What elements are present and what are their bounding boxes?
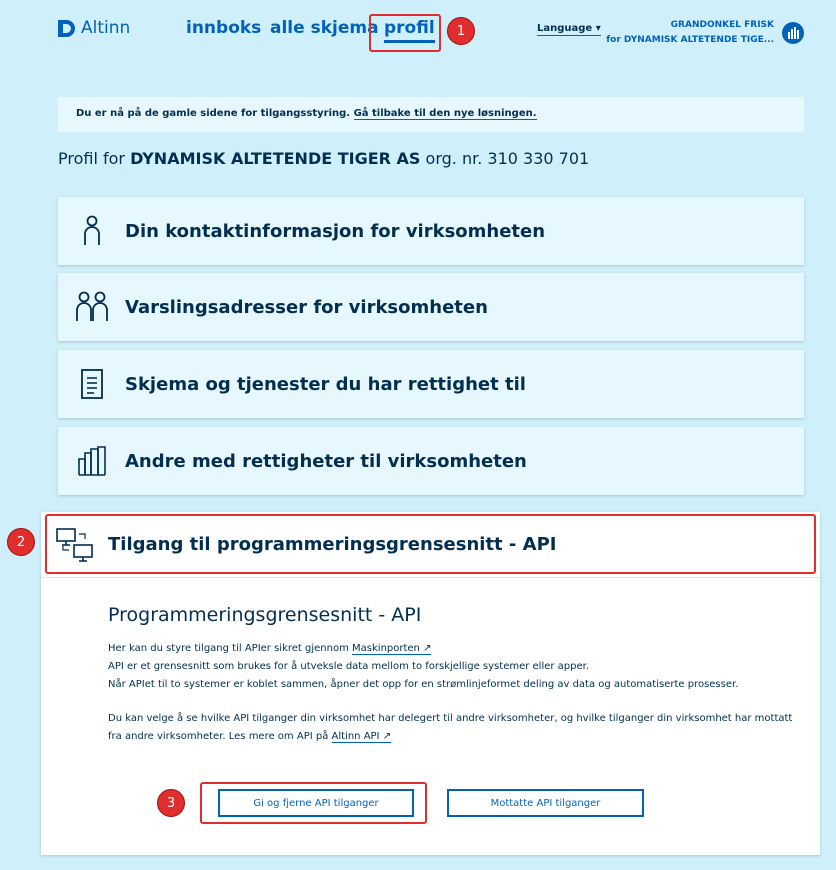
nav-profil[interactable]: profil (384, 18, 435, 43)
api-description (108, 640, 808, 746)
step-marker-2: 2 (7, 528, 35, 556)
org-name: DYNAMISK ALTETENDE TIGER AS (130, 149, 421, 168)
chevron-down-icon: ▾ (595, 23, 601, 34)
card-forms-and-services[interactable] (58, 350, 804, 418)
maskinporten-link[interactable]: Maskinporten ↗ (352, 643, 432, 654)
document-icon (58, 368, 125, 400)
org-number: org. nr. 310 330 701 (425, 149, 590, 168)
building-icon (58, 445, 125, 477)
give-remove-api-access-button[interactable]: Gi og fjerne API tilganger (218, 789, 414, 817)
highlight-box-api-header (45, 514, 816, 574)
received-api-access-button[interactable]: Mottatte API tilganger (447, 789, 644, 817)
nav-innboks[interactable]: innboks (186, 18, 262, 38)
user-org: for DYNAMISK ALTETENDE TIGE... (606, 35, 774, 45)
highlight-box-give-button (200, 782, 427, 824)
api-paragraph-2: Du kan velge å se hvilke API tilganger din virksomhet har delegert til andre virksomheter, og hvilke tilganger din virksomhet har mottatt fra andre virksomheter. Les mere om API på (108, 713, 793, 742)
profile-prefix: Profil for (58, 149, 125, 168)
api-section-title: Programmeringsgrensesnitt - API (108, 604, 422, 626)
api-line-2: API er et grensesnitt som brukes for å utveksle data mellom to forskjellige systemer eller apper. (108, 661, 590, 672)
people-icon (58, 291, 125, 323)
language-label: Language (537, 23, 593, 34)
card-label: Din kontaktinformasjon for virksomheten (125, 220, 546, 242)
notice-text: Du er nå på de gamle sidene for tilgangsstyring. (76, 108, 351, 119)
card-label: Varslingsadresser for virksomheten (125, 296, 488, 318)
old-pages-notice (58, 97, 804, 132)
nav-alle-skjema[interactable]: alle skjema (270, 18, 379, 38)
step-marker-3: 3 (157, 789, 185, 817)
card-label: Andre med rettigheter til virksomheten (125, 450, 527, 472)
page-title (58, 149, 589, 168)
card-notification-addresses[interactable] (58, 273, 804, 341)
api-line-3: Når APIet til to systemer er koblet sammen, åpner det opp for en strømlinjeformet deling av data og automatiserte prosesser. (108, 679, 739, 690)
step-marker-1: 1 (447, 17, 475, 45)
logo-text: Altinn (81, 18, 131, 38)
altinn-api-link[interactable]: Altinn API ↗ (331, 731, 392, 742)
building-avatar-icon[interactable] (782, 22, 804, 44)
external-link-icon: ↗ (423, 643, 432, 654)
card-contact-info[interactable] (58, 197, 804, 265)
card-others-with-rights[interactable] (58, 427, 804, 495)
user-name: GRANDONKEL FRISK (670, 20, 774, 30)
altinn-logo[interactable] (58, 18, 130, 38)
altinn-logo-icon (58, 20, 75, 37)
external-link-icon: ↗ (382, 731, 392, 742)
card-label: Skjema og tjenester du har rettighet til (125, 373, 526, 395)
api-access-header-label: Tilgang til programmeringsgrensesnitt - API (108, 534, 557, 555)
back-to-new-solution-link[interactable]: Gå tilbake til den nye løsningen. (353, 108, 537, 119)
highlight-box-profil (369, 14, 441, 52)
api-line-1: Her kan du styre tilgang til APIer sikret gjennom (108, 643, 349, 654)
language-selector[interactable] (537, 23, 601, 36)
user-menu[interactable] (606, 18, 774, 48)
person-icon (58, 215, 125, 247)
